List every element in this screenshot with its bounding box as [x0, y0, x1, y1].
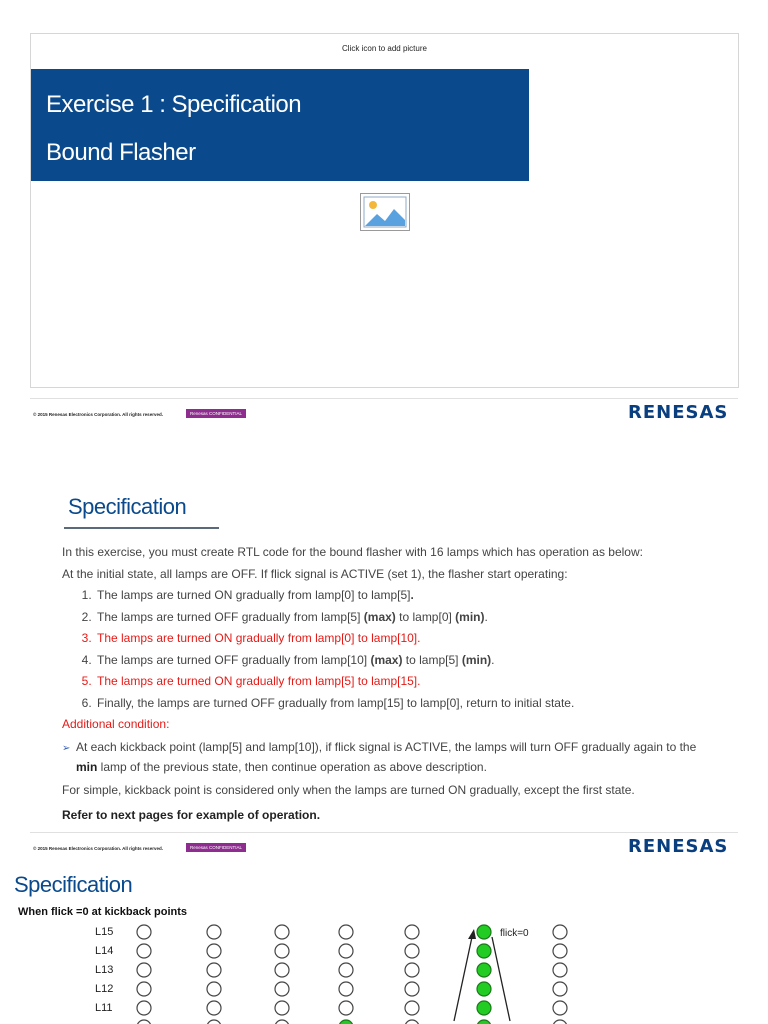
additional-condition-label: Additional condition: [62, 717, 170, 731]
slide-footer [0, 398, 768, 428]
lamp-label: L11 [95, 1002, 113, 1014]
footer-divider [30, 832, 738, 833]
section-title: Specification [68, 494, 187, 519]
slide-footer [0, 832, 768, 862]
step-item: 2. The lamps are turned OFF gradually from lamp[5] (max) to lamp[0] (min). [95, 607, 752, 629]
title-slide [30, 33, 739, 388]
lamp-off [137, 925, 151, 939]
lamp-label: L13 [95, 964, 114, 976]
copyright-text: © 2015 Renesas Electronics Corporation. All rights reserved. [33, 846, 163, 851]
lamp-off [405, 944, 419, 958]
lamp-label: L15 [95, 926, 114, 938]
step-item: 3. The lamps are turned ON gradually from lamp[0] to lamp[10]. [95, 628, 752, 650]
lamp-off [207, 925, 221, 939]
lamp-on [477, 982, 491, 996]
lamp-off [553, 1020, 567, 1024]
lamp-off [405, 963, 419, 977]
lamp-on [477, 1020, 491, 1024]
lamp-off [405, 1020, 419, 1024]
lamp-off [275, 1020, 289, 1024]
intro-line: At the initial state, all lamps are OFF. If flick signal is ACTIVE (set 1), the flasher start operating: [62, 566, 568, 581]
lamp-off [339, 963, 353, 977]
sequence-arrow [454, 937, 472, 1021]
flick-label: flick=0 [500, 928, 529, 939]
lamp-off [405, 1001, 419, 1015]
lamp-off [553, 982, 567, 996]
lamp-off [207, 1001, 221, 1015]
lamp-off [405, 982, 419, 996]
intro-line: In this exercise, you must create RTL code for the bound flasher with 16 lamps which has operation as below: [62, 545, 643, 559]
footer-divider [30, 398, 738, 399]
confidential-badge: Renesas CONFIDENTIAL [186, 843, 246, 852]
sequence-arrow [492, 937, 510, 1021]
lamp-on [477, 963, 491, 977]
lamp-on [339, 1020, 353, 1024]
refer-note: Refer to next pages for example of operation. [62, 808, 321, 822]
lamp-off [275, 1001, 289, 1015]
slide-subtitle: Bound Flasher [46, 139, 196, 166]
specification-body [62, 542, 752, 827]
step-item: 6. Finally, the lamps are turned OFF gradually from lamp[15] to lamp[0], return to initial state. [95, 693, 752, 715]
lamp-on [477, 1001, 491, 1015]
lamp-off [207, 963, 221, 977]
lamp-off [339, 944, 353, 958]
lamp-off [553, 925, 567, 939]
lamp-off [553, 963, 567, 977]
arrow-head-icon [468, 929, 476, 939]
lamp-on [477, 944, 491, 958]
lamp-off [405, 925, 419, 939]
lamp-off [275, 963, 289, 977]
step-item: 1. The lamps are turned ON gradually from lamp[0] to lamp[5]. [95, 585, 752, 607]
title-band [31, 69, 529, 181]
lamp-off [553, 944, 567, 958]
title-underline [64, 527, 219, 529]
lamp-off [339, 1001, 353, 1015]
step-list [62, 585, 752, 714]
slide-title: Exercise 1 : Specification [46, 91, 302, 118]
lamp-off [137, 1001, 151, 1015]
bullet-arrow-icon: ➢ [62, 742, 71, 754]
confidential-badge: Renesas CONFIDENTIAL [186, 409, 246, 418]
lamp-off [137, 982, 151, 996]
lamp-off [137, 944, 151, 958]
lamp-off [275, 944, 289, 958]
renesas-logo: RENESAS [628, 402, 729, 423]
lamp-off [275, 982, 289, 996]
placeholder-hint: Click icon to add picture [342, 44, 427, 53]
lamp-off [207, 1020, 221, 1024]
diagram-subtitle: When flick =0 at kickback points [18, 906, 188, 918]
renesas-logo: RENESAS [628, 836, 729, 857]
lamp-label: L14 [95, 945, 114, 957]
lamp-off [339, 982, 353, 996]
lamp-off [137, 1020, 151, 1024]
lamp-off [207, 944, 221, 958]
lamp-off [339, 925, 353, 939]
lamp-on [477, 925, 491, 939]
image-placeholder-icon[interactable] [360, 193, 410, 231]
step-item: 4. The lamps are turned OFF gradually from lamp[10] (max) to lamp[5] (min). [95, 650, 752, 672]
lamp-off [553, 1001, 567, 1015]
copyright-text: © 2015 Renesas Electronics Corporation. All rights reserved. [33, 412, 163, 417]
kickback-bullet: ➢ At each kickback point (lamp[5] and lamp[10]), if flick signal is ACTIVE, the lamps will turn OFF gradually again to the min lamp of the previous state, then continue operation as above description. [62, 739, 697, 774]
lamp-off [207, 982, 221, 996]
step-item: 5. The lamps are turned ON gradually from lamp[5] to lamp[15]. [95, 671, 752, 693]
lamp-label: L12 [95, 983, 114, 995]
lamp-state-diagram [0, 915, 768, 1024]
section-title: Specification [14, 872, 133, 897]
lamp-off [137, 963, 151, 977]
simple-note: For simple, kickback point is considered only when the lamps are turned ON gradually, except the first state. [62, 782, 635, 797]
lamp-off [275, 925, 289, 939]
